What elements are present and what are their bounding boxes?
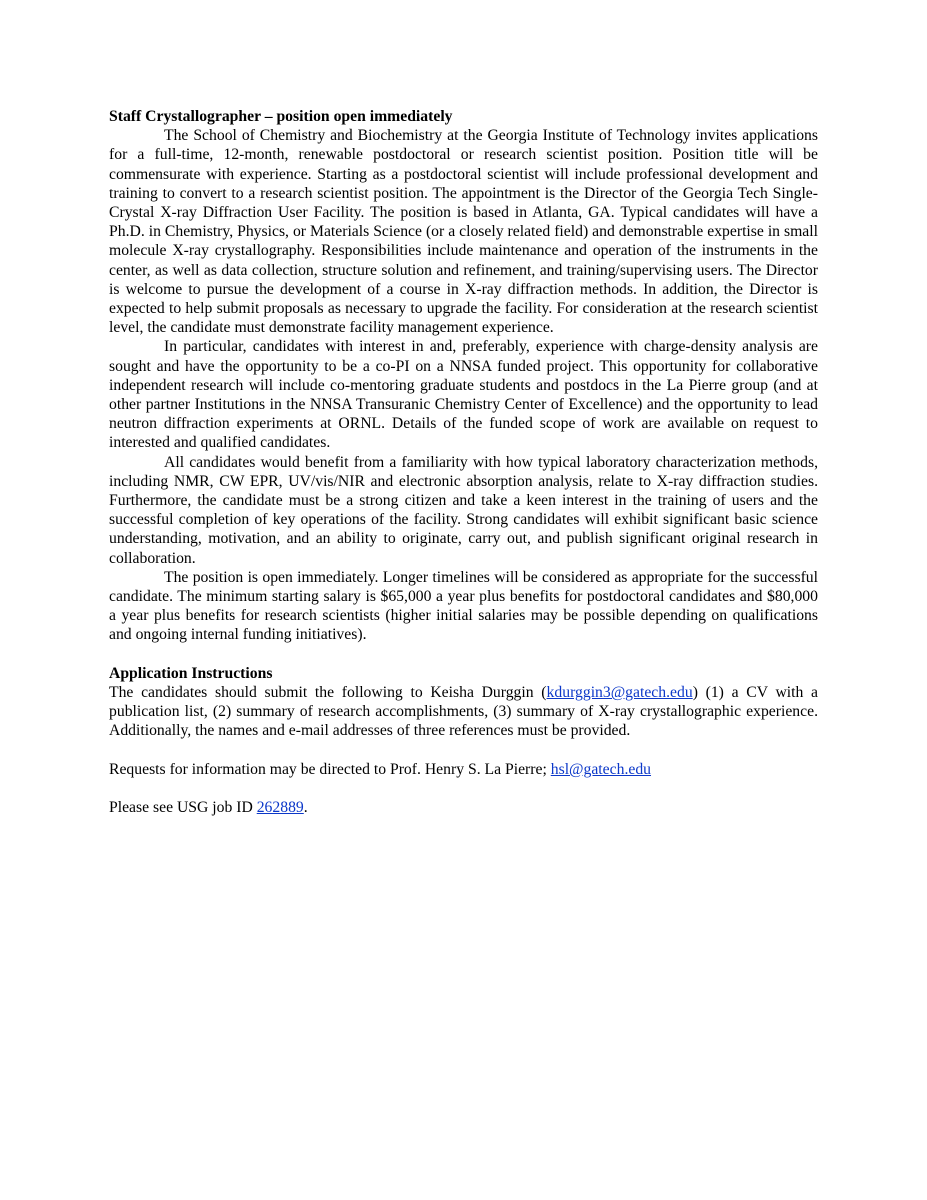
- requests-line: [109, 760, 818, 779]
- spacer: [109, 645, 818, 664]
- requests-email-link[interactable]: hsl@gatech.edu: [550, 760, 652, 778]
- application-heading: Application Instructions: [109, 664, 273, 682]
- job-id-link[interactable]: 262889: [256, 799, 304, 817]
- paragraph-salary: The position is open immediately. Longer timelines will be considered as appropriate for the successful candidate. The minimum starting salary is $65,000 a year plus benefits for postdoctoral candidates and $80,000 a year plus benefits for research scientists (higher initial salaries may be possible depending on qualifications and ongoing internal funding initiatives).: [109, 568, 818, 644]
- contact-email-link[interactable]: kdurggin3@gatech.edu: [546, 684, 693, 702]
- application-instructions: [109, 683, 818, 741]
- paragraph-overview: The School of Chemistry and Biochemistry at the Georgia Institute of Technology invites applications for a full-time, 12-month, renewable postdoctoral or research scientist position. Position title will be commensurate with experience. Starting as a postdoctoral scientist will include professional development and training to convert to a research scientist position. The appointment is the Director of the Georgia Tech Single-Crystal X-ray Diffraction User Facility. The position is based in Atlanta, GA. Typical candidates will have a Ph.D. in Chemistry, Physics, or Materials Science (or a closely related field) and demonstrable expertise in small molecule X-ray crystallography. Responsibilities include maintenance and operation of the instruments in the center, as well as data collection, structure solution and refinement, and training/supervising users. The Director is welcome to pursue the development of a course in X-ray diffraction methods. In addition, the Director is expected to help submit proposals as necessary to upgrade the facility. For consideration at the research scientist level, the candidate must demonstrate facility management experience.: [109, 127, 818, 337]
- application-text-after-email: ) (1) a CV with a publication list, (2) summary of research accomplishments, (3) summary of X-ray crystallographic experience. Additionally, the names and e-mail addresses of three references must be provided.: [109, 684, 818, 740]
- job-id-suffix: .: [303, 799, 308, 817]
- document-page: [109, 107, 818, 817]
- requests-text: Requests for information may be directed to Prof. Henry S. La Pierre;: [109, 760, 551, 778]
- spacer: [109, 741, 818, 760]
- job-id-text: Please see USG job ID: [109, 799, 257, 817]
- job-id-line: [109, 798, 818, 817]
- spacer: [109, 779, 818, 798]
- paragraph-requirements: All candidates would benefit from a familiarity with how typical laboratory characterization methods, including NMR, CW EPR, UV/vis/NIR and electronic absorption analysis, relate to X-ray diffraction studies. Furthermore, the candidate must be a strong citizen and take a keen interest in the training of users and the successful completion of key operations of the facility. Strong candidates will exhibit significant basic science understanding, motivation, and an ability to originate, carry out, and publish significant original research in collaboration.: [109, 453, 818, 567]
- paragraph-charge-density: In particular, candidates with interest in and, preferably, experience with charge-density analysis are sought and have the opportunity to be a co-PI on a NNSA funded project. This opportunity for collaborative independent research will include co-mentoring graduate students and postdocs in the La Pierre group (and at other partner Institutions in the NNSA Transuranic Chemistry Center of Excellence) and the opportunity to lead neutron diffraction experiments at ORNL. Details of the funded scope of work are available on request to interested and qualified candidates.: [109, 338, 818, 452]
- application-text-before-email: The candidates should submit the following to Keisha Durggin (: [109, 684, 547, 702]
- posting-title: Staff Crystallographer – position open immediately: [109, 108, 453, 125]
